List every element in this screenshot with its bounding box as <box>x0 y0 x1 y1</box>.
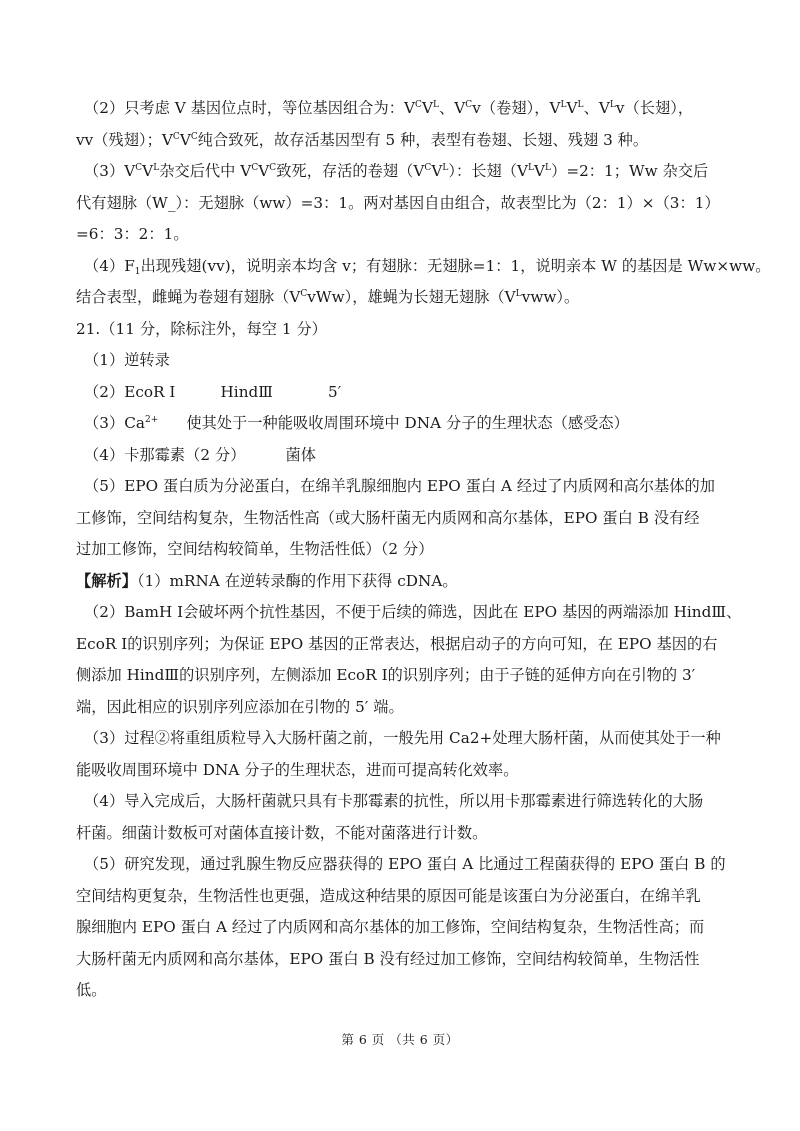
analysis-2-line1: （2）BamH Ⅰ会破坏两个抗性基因，不便于后续的筛选，因此在 EPO 基因的两端添加 HindⅢ、 <box>84 603 742 621</box>
answer-20-part4-line2: 结合表型，雌蝇为卷翅有翅脉$(V^CvWw)$，雄蝇为长翅无翅脉$(V^Lvww)$。 <box>76 288 580 306</box>
analysis-2-line4: 端，因此相应的识别序列应添加在引物的 5′ 端。 <box>76 697 404 716</box>
q21-answer-3: $(3)Ca^{2+}$ 使其处于一种能吸收周围环境中 DNA 分子的生理状态（感受态） <box>84 414 629 432</box>
analysis-2-line3: 侧添加 HindⅢ的识别序列，左侧添加 EcoR Ⅰ的识别序列；由于子链的延伸方向在引物的 3′ <box>76 666 696 684</box>
analysis-5-line2: 空间结构更复杂，生物活性也更强，造成这种结果的原因可能是该蛋白为分泌蛋白，在绵羊乳 <box>76 886 701 905</box>
q21-answer-5-line3: 过加工修饰，空间结构较简单，生物活性低）（2 分） <box>76 540 434 558</box>
analysis-label: 【解析】 <box>76 571 137 590</box>
q21-answer-2: （2）EcoR Ⅰ HindⅢ 5′ <box>84 382 342 401</box>
analysis-5-line1: （5）研究发现，通过乳腺生物反应器获得的 EPO 蛋白 A 比通过工程菌获得的 EPO 蛋白 B 的 <box>84 855 726 873</box>
analysis-3-line1: （3）过程②将重组质粒导入大肠杆菌之前，一般先用 Ca2+处理大肠杆菌，从而使其处于一种 <box>84 729 721 747</box>
analysis-5-line5: 低。 <box>76 981 107 999</box>
analysis-3-line2: 能吸收周围环境中 DNA 分子的生理状态，进而可提高转化效率。 <box>76 760 519 779</box>
q21-answer-4: （4）卡那霉素（2 分） 菌体 <box>84 445 316 464</box>
answer-20-part3-line2: 代有翅脉（W_）：无翅脉（ww）=3：1。两对基因自由组合，故表型比为（2：1）×（3：1） <box>76 193 720 212</box>
q21-answer-1: （1）逆转录 <box>84 351 170 369</box>
question-21-header: 21.（11 分，除标注外，每空 1 分） <box>76 319 327 338</box>
analysis-4-line1: （4）导入完成后，大肠杆菌就只具有卡那霉素的抗性，所以用卡那霉素进行筛选转化的大肠 <box>84 792 704 810</box>
analysis-2-line2: EcoR Ⅰ的识别序列；为保证 EPO 基因的正常表达，根据启动子的方向可知，在 EPO 基因的右 <box>76 634 718 653</box>
analysis-5-line4: 大肠杆菌无内质网和高尔基体，EPO 蛋白 B 没有经过加工修饰，空间结构较简单，生物活性 <box>76 949 700 968</box>
q21-answer-5-line1: （5）EPO 蛋白质为分泌蛋白，在绵羊乳腺细胞内 EPO 蛋白 A 经过了内质网和高尔基体的加 <box>84 477 716 495</box>
answer-20-part4-line1: $(4)F_1$出现残翅(vv)，说明亲本均含 v；有翅脉：无翅脉=1：1，说明亲本 W 的基因是 Ww×ww。 <box>84 256 771 277</box>
q21-answer-5-line2: 工修饰，空间结构复杂，生物活性高（或大肠杆菌无内质网和高尔基体，EPO 蛋白 B 没有经 <box>76 508 700 527</box>
document-body <box>76 93 771 1007</box>
answer-20-part3-line1: $(3)V^CV^L$杂交后代中 $V^CV^C$致死，存活的卷翅$(V^CV^L)$：长翅$(V^LV^L)=2$：1；Ww 杂交后 <box>84 162 709 180</box>
answer-20-part2-line1: （2）只考虑 V 基因位点时，等位基因组合为：$V^CV^L$、$V^Cv$（卷翅），$V^LV^L$、$V^Lv$（长翅）， <box>84 99 694 117</box>
answer-20-part2-line2: vv（残翅）；$V^CV^C$纯合致死，故存活基因型有 5 种，表型有卷翅、长翅、残翅 3 种。 <box>76 130 649 149</box>
analysis-line1: 【解析】（1）mRNA 在逆转录酶的作用下获得 cDNA。 <box>76 571 458 590</box>
analysis-5-line3: 腺细胞内 EPO 蛋白 A 经过了内质网和高尔基体的加工修饰，空间结构复杂，生物活性高；而 <box>76 918 705 936</box>
answer-20-part3-line3: =6：3：2：1。 <box>76 225 189 243</box>
page-number-footer: 第 6 页 （共 6 页） <box>341 1032 459 1047</box>
analysis-4-line2: 杆菌。细菌计数板可对菌体直接计数，不能对菌落进行计数。 <box>76 823 488 842</box>
